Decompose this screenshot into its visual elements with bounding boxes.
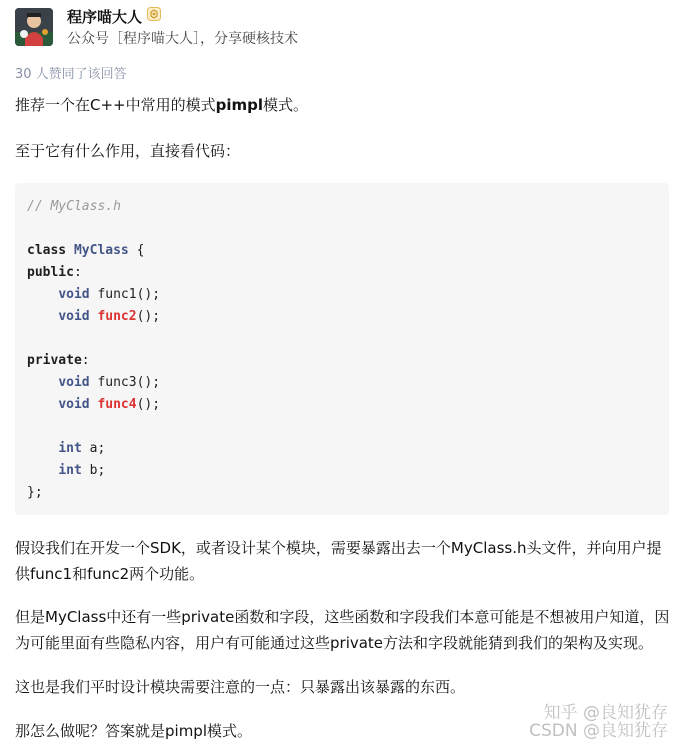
author-name[interactable]: 程序喵大人 [67, 8, 143, 26]
code-keyword: public [27, 265, 74, 280]
code-line [27, 199, 121, 215]
code-indent [27, 375, 58, 390]
intro-suffix: 模式。 [263, 96, 309, 114]
code-type: void [58, 397, 90, 412]
code-line [27, 309, 160, 325]
avatar-image [15, 8, 53, 46]
code-indent [27, 463, 58, 478]
code-indent [27, 287, 58, 302]
code-type: int [58, 441, 82, 456]
badge-icon[interactable] [147, 7, 161, 25]
paragraph-sdk: 假设我们在开发一个SDK，或者设计某个模块，需要暴露出去一个MyClass.h头文件，并向用户提供func1和func2两个功能。 [15, 539, 662, 583]
code-func: func3 [97, 375, 137, 390]
code-var: b; [89, 463, 106, 478]
code-line [27, 463, 105, 479]
code-class-name: MyClass [73, 243, 129, 258]
code-punct: (); [136, 287, 161, 302]
vote-count[interactable]: 30 人赞同了该回答 [15, 67, 127, 82]
author-headline: 公众号［程序喵大人］，分享硬核技术 [67, 31, 298, 47]
code-indent [27, 441, 58, 456]
paragraph-answer: 那怎么做呢？答案就是pimpl模式。 [15, 722, 252, 740]
code-func: func1 [97, 287, 137, 302]
code-comment: // MyClass.h [27, 199, 121, 214]
code-keyword: private [27, 353, 82, 368]
code-line [27, 287, 160, 303]
code-type: void [58, 287, 90, 302]
code-punct: : [81, 353, 90, 368]
code-indent [27, 309, 58, 324]
code-punct: : [73, 265, 82, 280]
code-line [27, 397, 160, 413]
code-punct: (); [136, 375, 161, 390]
avatar[interactable] [15, 8, 53, 46]
code-keyword: class [27, 243, 67, 258]
code-punct: (); [136, 309, 161, 324]
watermark-csdn: CSDN @良知犹存 [529, 721, 668, 741]
code-line [27, 441, 105, 457]
code-indent [27, 397, 58, 412]
author-card [15, 8, 665, 52]
code-line [27, 243, 144, 259]
code-type: int [58, 463, 82, 478]
code-var: a; [89, 441, 106, 456]
code-punct: (); [136, 397, 161, 412]
code-func-highlight: func4 [97, 397, 137, 412]
intro-bold: pimpl [215, 96, 264, 114]
code-line [27, 265, 82, 281]
paragraph-private: 但是MyClass中还有一些private函数和字段，这些函数和字段我们本意可能是不想被用户知道，因为可能里面有些隐私内容，用户有可能通过这些private方法和字段就能猜到我们的架构及实现。 [15, 608, 670, 652]
code-type: void [58, 309, 90, 324]
code-punct: { [128, 243, 145, 258]
code-punct: }; [27, 485, 43, 500]
code-line [27, 353, 90, 369]
paragraph-intro [15, 92, 670, 118]
code-line [27, 485, 43, 501]
code-block[interactable] [15, 183, 669, 515]
intro-text: 推荐一个在C++中常用的模式 [15, 96, 216, 114]
paragraph-principle: 这也是我们平时设计模块需要注意的一点：只暴露出该暴露的东西。 [15, 678, 466, 696]
code-type: void [58, 375, 90, 390]
code-line [27, 375, 160, 391]
code-func-highlight: func2 [97, 309, 137, 324]
paragraph-code-lead: 至于它有什么作用，直接看代码： [15, 142, 241, 160]
watermark-zhihu: 知乎 @良知犹存 [543, 703, 668, 723]
